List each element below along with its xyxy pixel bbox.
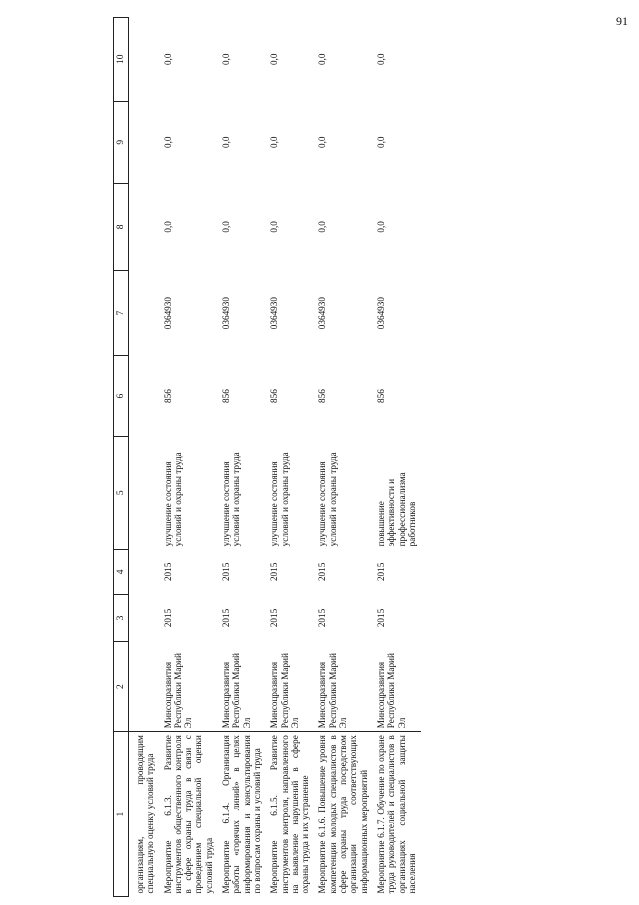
column-header: 9 — [114, 101, 129, 183]
executor: Минсоцразвития Республики Марий Эл — [218, 642, 266, 732]
start-year: 2015 — [269, 608, 280, 628]
table-row — [266, 18, 314, 897]
end-year: 2015 — [317, 562, 328, 582]
continuation-text: организациям, проводящим специальную оценку условий труда — [135, 735, 156, 894]
column-header: 4 — [114, 549, 129, 594]
value-cell: 0,0 — [221, 221, 232, 233]
value-cell: 0,0 — [317, 136, 328, 149]
grbs-code: 856 — [221, 389, 232, 403]
value-cell: 0,0 — [317, 221, 328, 233]
measure-name: Мероприятие 6.1.6. Повышение уровня компетенции молодых специалистов в сфере охраны труда посредством организации соответствующих информационных мероприятий — [317, 735, 369, 894]
value-cell: 0,0 — [162, 221, 173, 233]
column-header: 6 — [114, 356, 129, 436]
grbs-code: 856 — [162, 389, 173, 403]
value-cell: 0,0 — [162, 53, 173, 66]
grbs-code: 856 — [269, 389, 280, 403]
table-row — [314, 18, 372, 897]
table-row — [160, 18, 218, 897]
end-year: 2015 — [375, 562, 386, 582]
start-year: 2015 — [317, 608, 328, 628]
value-cell: 0,0 — [269, 221, 280, 233]
value-cell: 0,0 — [162, 136, 173, 149]
budget-code: 0364930 — [375, 297, 386, 330]
column-header: 7 — [114, 270, 129, 356]
continuation-row — [129, 18, 160, 897]
budget-code: 0364930 — [162, 297, 173, 330]
budget-code: 0364930 — [269, 297, 280, 330]
column-header: 8 — [114, 183, 129, 270]
table-row — [373, 18, 421, 897]
expected-result: улучшение состояния условий и охраны труда — [162, 452, 183, 547]
end-year: 2015 — [221, 562, 232, 582]
end-year: 2015 — [162, 562, 173, 582]
budget-code: 0364930 — [317, 297, 328, 330]
rotated-table-sheet — [113, 17, 623, 897]
page-number: 91 — [616, 14, 628, 28]
column-header: 2 — [114, 642, 129, 732]
measure-name: Мероприятие 6.1.3. Развитие инструментов общественного контроля в сфере охраны труда в связи с проведением специальной оценки условий труда — [162, 735, 214, 894]
value-cell: 0,0 — [375, 53, 386, 66]
column-header: 3 — [114, 594, 129, 641]
value-cell: 0,0 — [375, 136, 386, 149]
value-cell: 0,0 — [269, 53, 280, 66]
expected-result: повышение эффективности и профессионализма работников — [375, 472, 417, 547]
column-header: 10 — [114, 18, 129, 102]
value-cell: 0,0 — [221, 53, 232, 66]
value-cell: 0,0 — [269, 136, 280, 149]
measure-name: Мероприятие 6.1.4. Организация работы «горячих линий» в целях информирования и консультирования по вопросам охраны и условий труда — [221, 735, 262, 894]
start-year: 2015 — [375, 608, 386, 628]
table-row — [218, 18, 266, 897]
expected-result: улучшение состояния условий и охраны труда — [317, 452, 338, 547]
measure-name: Мероприятие 6.1.7. Обучение по охране труда руководителей и специалистов в организациях социальной защиты населения — [375, 735, 417, 894]
value-cell: 0,0 — [317, 53, 328, 66]
column-header: 1 — [114, 732, 129, 897]
executor: Минсоцразвития Республики Марий Эл — [160, 642, 218, 732]
executor: Минсоцразвития Республики Марий Эл — [373, 642, 421, 732]
grbs-code: 856 — [375, 389, 386, 403]
grbs-code: 856 — [317, 389, 328, 403]
executor: Минсоцразвития Республики Марий Эл — [314, 642, 372, 732]
program-measures-table — [113, 17, 421, 897]
value-cell: 0,0 — [375, 221, 386, 233]
budget-code: 0364930 — [221, 297, 232, 330]
expected-result: улучшение состояния условий и охраны труда — [269, 452, 290, 547]
measure-name: Мероприятие 6.1.5. Развитие инструментов контроля, направленного на выявление нарушений в сфере охраны труда и их устранение — [269, 735, 311, 894]
start-year: 2015 — [162, 608, 173, 628]
executor: Минсоцразвития Республики Марий Эл — [266, 642, 314, 732]
expected-result: улучшение состояния условий и охраны труда — [221, 452, 242, 547]
end-year: 2015 — [269, 562, 280, 582]
value-cell: 0,0 — [221, 136, 232, 149]
table-header — [114, 18, 129, 897]
column-header: 5 — [114, 436, 129, 549]
start-year: 2015 — [221, 608, 232, 628]
